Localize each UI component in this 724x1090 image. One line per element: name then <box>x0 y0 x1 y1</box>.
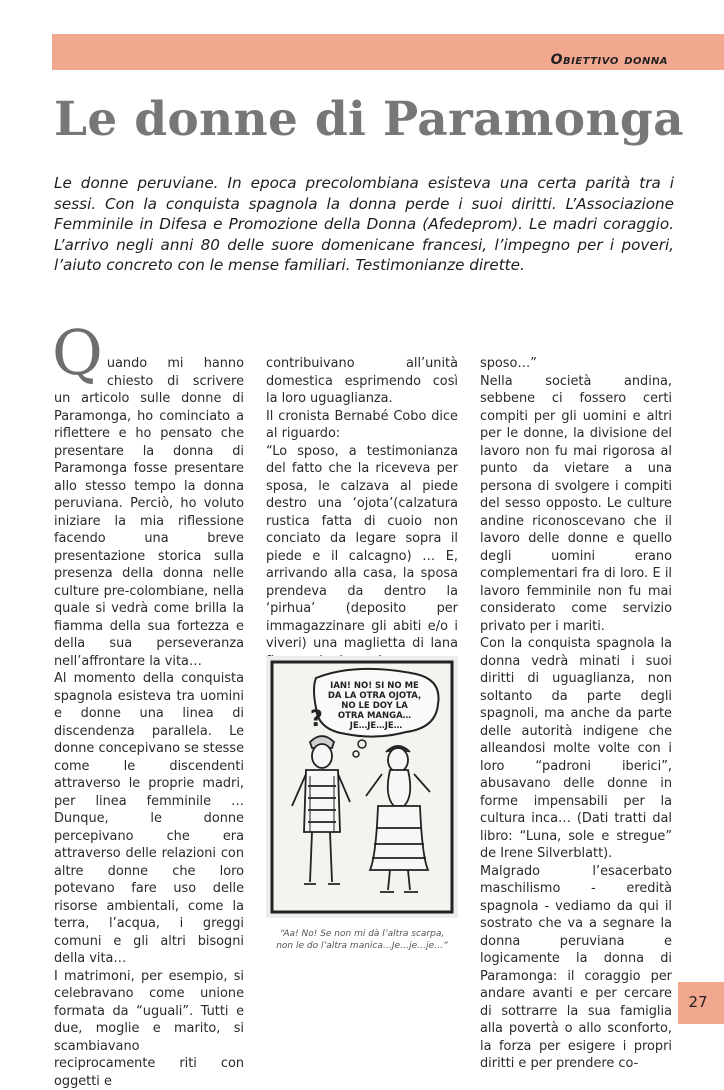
cartoon-illustration <box>266 656 458 918</box>
article-lead: Le donne peruviane. In epoca precolombiana esisteva una certa parità tra i sessi. Con la conquista spagnola la donna perde i suoi diritti. L’Associazione Femminile in Difesa e Promozione della Donna (Afedeprom). Le madri coraggio. L’arrivo negli anni 80 delle suore domenicane francesi, l’impegno per i poveri, l’aiuto concreto con le mense familiari. Testimonianze dirette. <box>54 173 674 276</box>
article-title: Le donne di Paramonga <box>54 92 684 147</box>
bubble-line: JE…JE…JE… <box>349 721 402 731</box>
paragraph: I matrimoni, per esempio, si celebravano come unione formata da “uguali”. Tutti e due, moglie e marito, si scambiavano reciprocamente riti con oggetti e <box>54 968 244 1090</box>
paragraph: Con la conquista spagnola la donna vedrà minati i suoi diritti di uguaglianza, non soltanto da parte degli spagnoli, ma anche da parte delle autorità indigene che alleandosi molte volte con i loro “padroni iberici”, abusavano delle donne in forme impensabili per la cultura inca… (Dati tratti dal libro: “Luna, sole e stregue” de Irene Silverblatt). <box>480 635 672 863</box>
paragraph: “Lo sposo, a testimonianza del fatto che la riceveva per sposa, le calzava al piede destro una ‘ojota’(calzatura rustica fatta di cuoio non conciato da legare sopra il piede e il calcagno) … E, arrivando alla casa, la sposa prendeva da dentro la ‘pirhua’ (deposito per immagazzinare gli abiti e/o i viveri) una maglietta di lana <box>266 443 458 671</box>
bubble-line: IAN! NO! SI NO ME <box>330 681 419 691</box>
bubble-line: OTRA MANGA… <box>338 711 411 721</box>
bubble-line: DA LA OTRA OJOTA, <box>328 691 421 701</box>
body-column-2 <box>266 355 458 670</box>
bubble-line: NO LE DOY LA <box>341 701 408 711</box>
paragraph: sposo…” <box>480 355 672 373</box>
body-column-1 <box>54 355 244 1090</box>
paragraph: contribuivano all’unità domestica esprimendo così la loro uguaglianza. <box>266 355 458 408</box>
paragraph: Malgrado l’esacerbato maschilismo - eredità spagnola - vediamo da qui il sostrato che va a segnare la donna peruviana e logicamente la donna di Paramonga: il coraggio per andare avanti e per cercare di sottrarre la sua famiglia alla povertà o allo sconforto, la forza per esigere i propri diritti e per prendere co- <box>480 863 672 1073</box>
page-number: 27 <box>678 993 718 1011</box>
drop-cap: Q <box>52 329 103 377</box>
paragraph: Il cronista Bernabé Cobo dice al riguardo: <box>266 408 458 443</box>
caption-line: “Aa! No! Se non mi dà l’altra scarpa, <box>262 928 462 940</box>
question-mark: ? <box>310 707 323 732</box>
paragraph: Nella società andina, sebbene ci fossero certi compiti per gli uomini e altri per le donne, la divisione del lavoro non fu mai rigorosa al punto da vietare a una persona di svolgere i compiti del sesso opposto. Le culture andine riconoscevano che il lavoro delle donne e quello degli uomini erano complementari fra di loro. E il lavoro femminile non fu mai considerato come servizio privato per i mariti. <box>480 373 672 636</box>
section-tag: Obiettivo donna <box>551 52 668 68</box>
figure-caption <box>262 928 462 952</box>
paragraph: uando mi hanno chiesto di scrivere un articolo sulle donne di Paramonga, ho cominciato a riflettere e ho pensato che presentare la donna di Paramonga fosse presentare allo stesso tempo la donna peruviana. Perciò, ho voluto iniziare la mia riflessione facendo una breve presentazione storica sulla presenza della donna nelle culture pre-colombiane, nella quale si vedrà come brilla la fiamma della sua fortezza e della sua perseveranza nell’affrontare la vita… <box>54 355 244 670</box>
caption-line: non le do l’altra manica…Je…je…je…” <box>262 940 462 952</box>
body-column-3 <box>480 355 672 1073</box>
cartoon-drawing <box>266 656 458 918</box>
paragraph: Al momento della conquista spagnola esisteva tra uomini e donne una linea di discendenza parallela. Le donne concepivano se stesse come le discendenti attraverso le proprie madri, per linea femminile … Dunque, le donne percepivano che era attraverso delle relazioni con altre donne che loro potevano fare uso delle risorse ambientali, come la terra, l’acqua, i greggi comuni e gli altri bisogni della vita… <box>54 670 244 968</box>
